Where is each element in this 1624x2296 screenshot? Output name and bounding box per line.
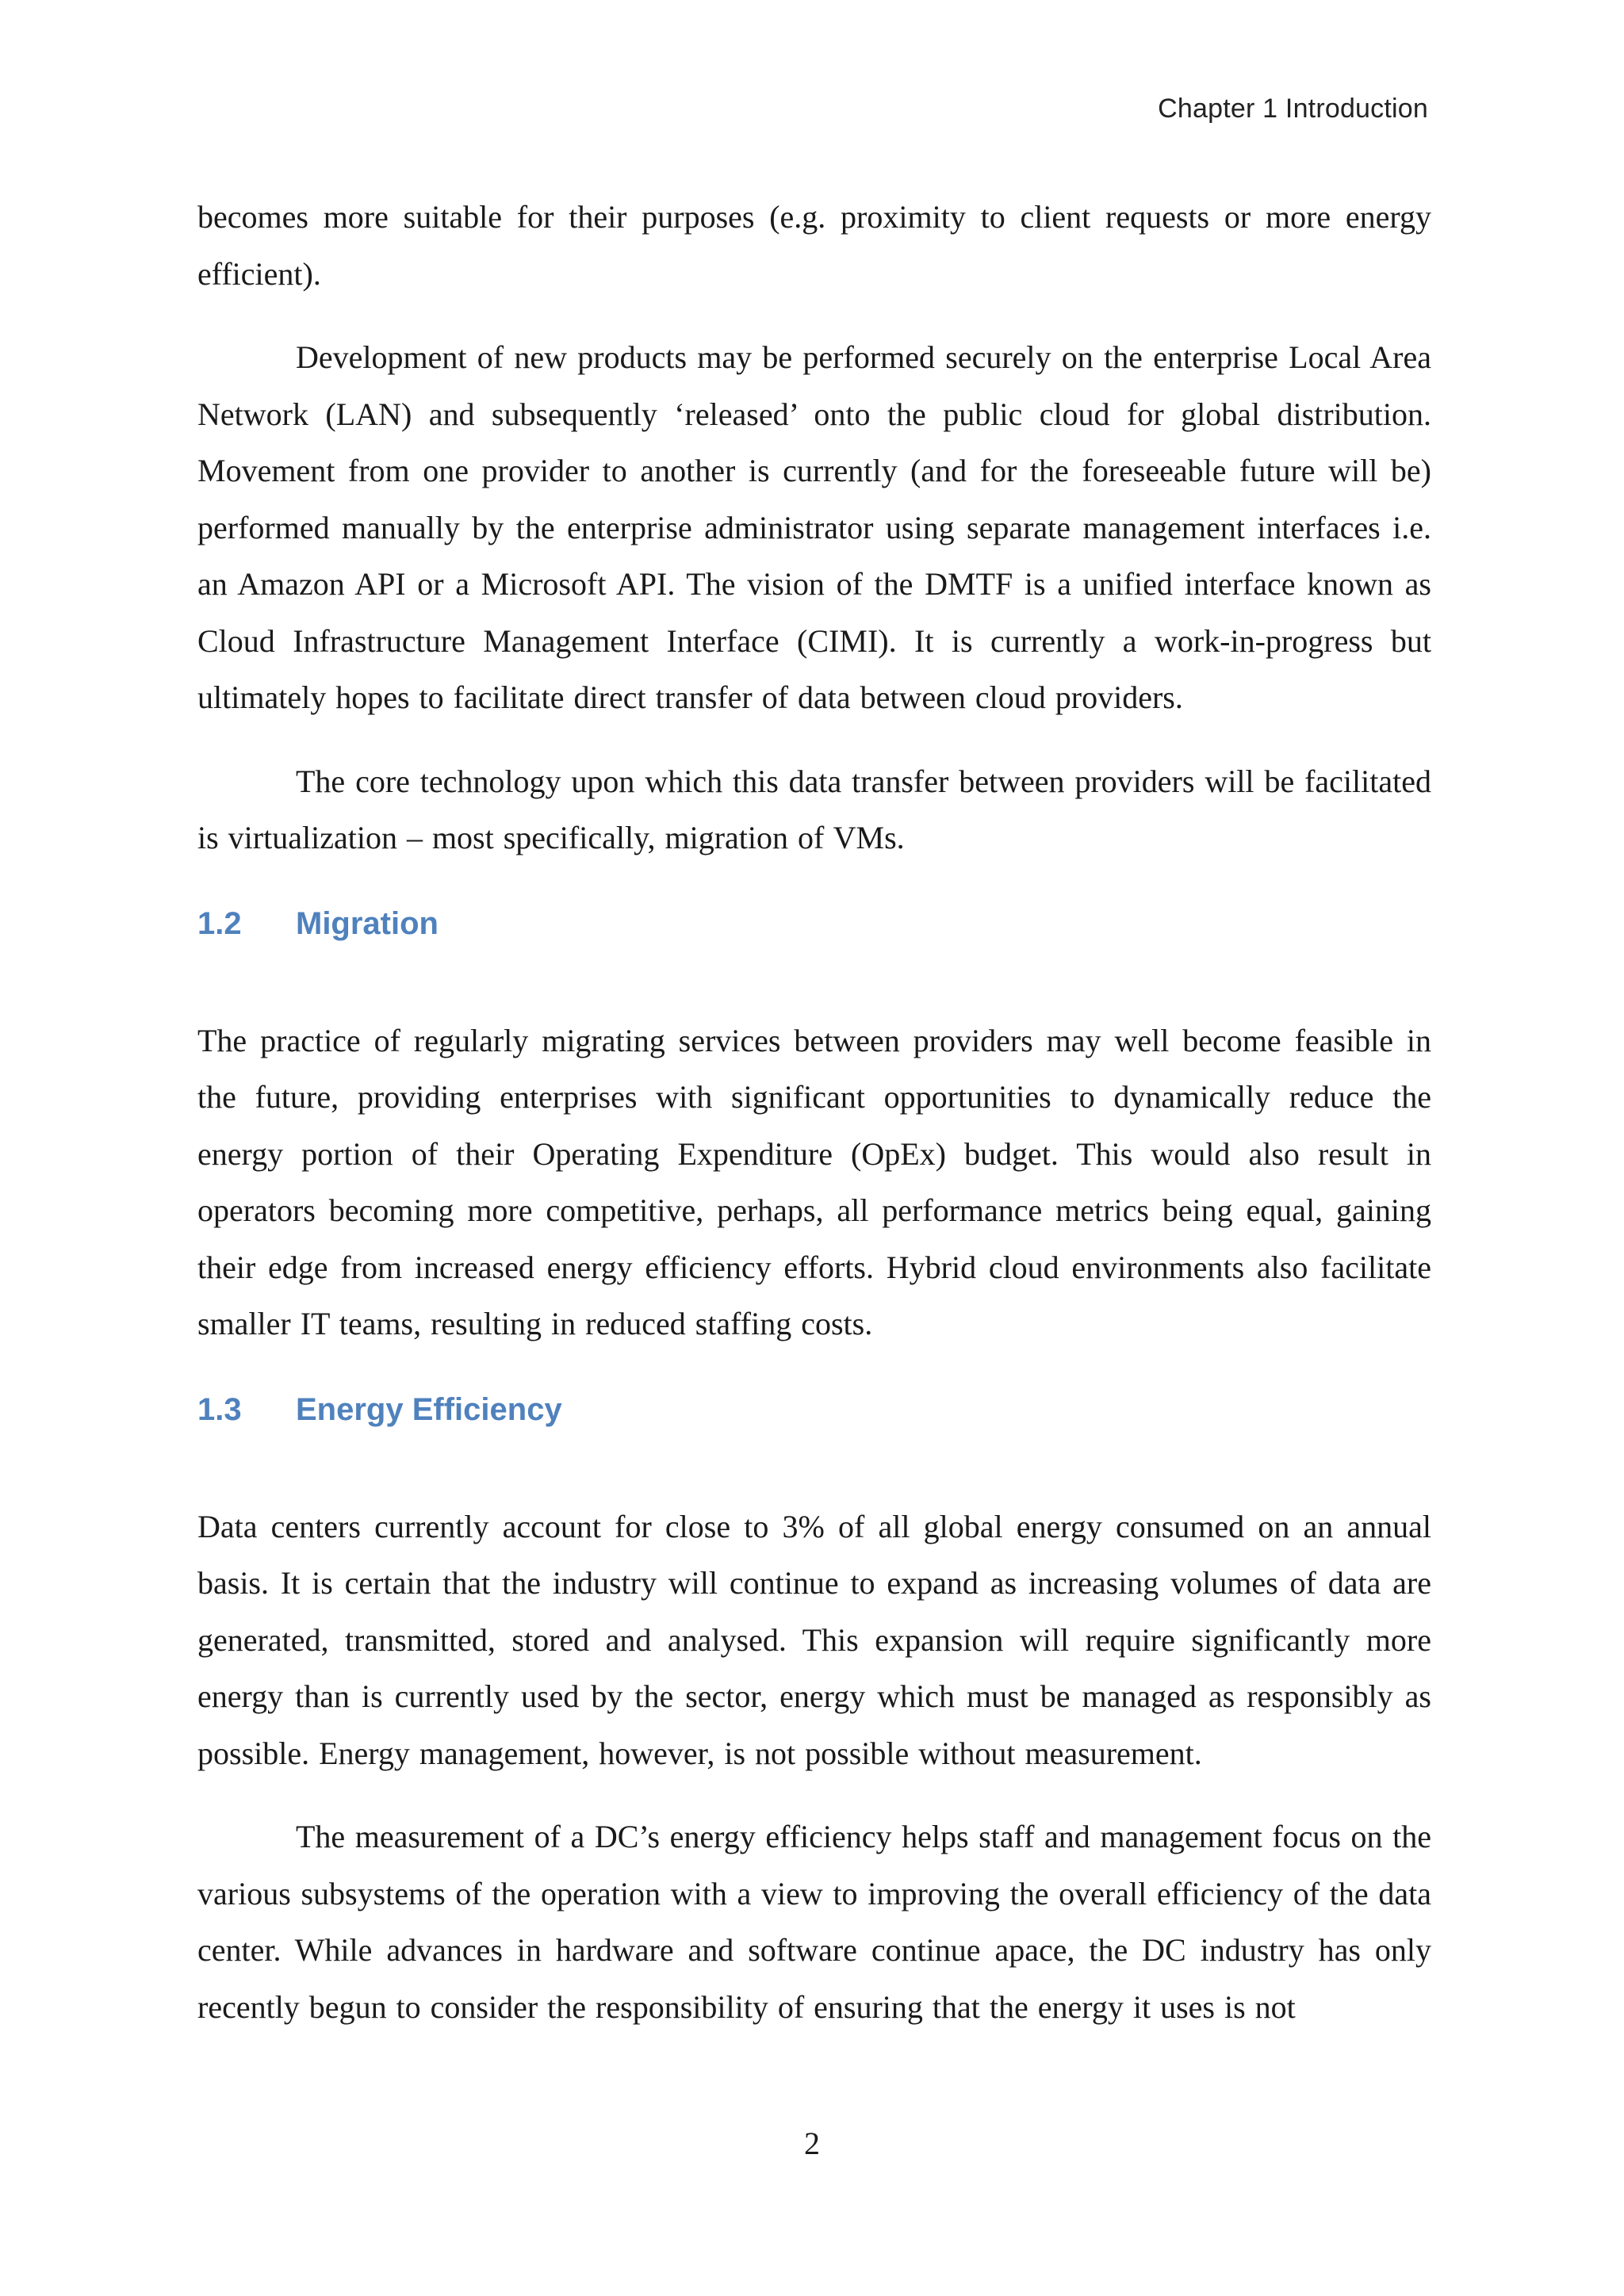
page-number: 2 xyxy=(804,2126,820,2161)
paragraph-dmtf: Development of new products may be performed securely on the enterprise Local Area Network (LAN) and subsequently ‘released’ onto the public cloud for global distribution. Movement from one provider to another is currently (and for the foreseeable future will be) performed manually by the enterprise administrator using separate management interfaces i.e. an Amazon API or a Microsoft API. The vision of the DMTF is a unified interface known as Cloud Infrastructure Management Interface (CIMI). It is currently a work-in-progress but ultimately hopes to facilitate direct transfer of data between cloud providers. xyxy=(197,339,1431,715)
page-content xyxy=(197,189,1431,2035)
paragraph-gap xyxy=(197,1781,1431,1808)
paragraph-energy: Data centers currently account for close to 3% of all global energy consumed on an annual basis. It is certain that the industry will continue to expand as increasing volumes of data are generated, transmitted, stored and analysed. This expansion will require significantly more energy than is currently used by the sector, energy which must be managed as responsibly as possible. Energy management, however, is not possible without measurement. xyxy=(197,1508,1431,1771)
section-heading-migration xyxy=(197,900,1431,947)
section-number: 1.2 xyxy=(197,905,242,941)
heading-gap-bottom xyxy=(197,1433,1431,1498)
section-heading-energy-efficiency xyxy=(197,1386,1431,1433)
paragraph-virtualization: The core technology upon which this data transfer between providers will be facilitated is virtualization – most specifically, migration of VMs. xyxy=(197,763,1431,855)
section-title: Energy Efficiency xyxy=(296,1391,562,1427)
heading-gap-top xyxy=(197,1353,1431,1386)
paragraph-continuation: becomes more suitable for their purposes (e.g. proximity to client requests or more energy efficient). xyxy=(197,199,1431,292)
heading-gap-top xyxy=(197,867,1431,900)
heading-gap-bottom xyxy=(197,947,1431,1012)
paragraph-gap xyxy=(197,302,1431,329)
paragraph-migration: The practice of regularly migrating services between providers may well become feasible in the future, providing enterprises with significant opportunities to dynamically reduce the energy portion of their Operating Expenditure (OpEx) budget. This would also result in operators becoming more competitive, perhaps, all performance metrics being equal, gaining their edge from increased energy efficiency efforts. Hybrid cloud environments also facilitate smaller IT teams, resulting in reduced staffing costs. xyxy=(197,1022,1431,1341)
paragraph-measurement: The measurement of a DC’s energy efficiency helps staff and management focus on the various subsystems of the operation with a view to improving the overall efficiency of the data center. While advances in hardware and software continue apace, the DC industry has only recently begun to consider the responsibility of ensuring that the energy it uses is not xyxy=(197,1819,1431,2025)
paragraph-gap xyxy=(197,726,1431,753)
section-number: 1.3 xyxy=(197,1391,242,1427)
running-header: Chapter 1 Introduction xyxy=(1158,94,1428,124)
section-title: Migration xyxy=(296,905,439,941)
